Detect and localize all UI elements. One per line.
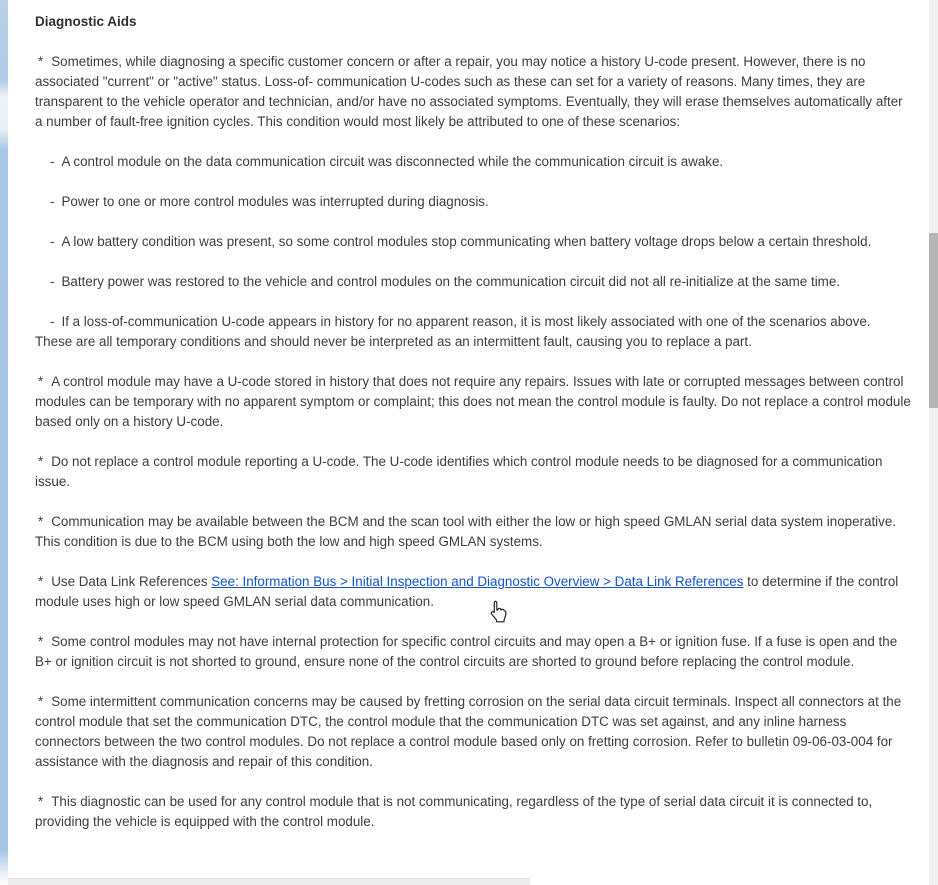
vertical-scrollbar-track[interactable] bbox=[929, 0, 938, 885]
bullet-marker: * bbox=[38, 454, 44, 469]
bullet-text: Some intermittent communication concerns may be caused by fretting corrosion on the serial data circuit terminals. Inspect all connectors at the control module that set the communication DTC, the control module that the communication DTC was set against, and any inline harness connectors between the two control modules. Do not replace a control module based only on fretting corrosion. Refer to bulletin 09-06-03-004 for assistance with the diagnosis and repair of this condition. bbox=[35, 694, 902, 769]
sub-bullet-item bbox=[35, 152, 911, 172]
bullet-item bbox=[35, 52, 911, 132]
dash-marker: - bbox=[50, 154, 55, 169]
dash-marker: - bbox=[50, 274, 55, 289]
bullet-text: Some control modules may not have internal protection for specific control circuits and may open a B+ or ignition fuse. If a fuse is open and the B+ or ignition circuit is not shorted to ground, ensure none of the control circuits are shorted to ground before replacing the control module. bbox=[35, 634, 898, 669]
bullet-text: Do not replace a control module reporting a U-code. The U-code identifies which control module needs to be diagnosed for a communication issue. bbox=[35, 454, 883, 489]
bullet-text: A control module may have a U-code stored in history that does not require any repairs. Issues with late or corrupted messages between control modules can be temporary with no apparent symptom or complaint; this does not mean the control module is faulty. Do not replace a control module based only on a history U-code. bbox=[35, 374, 911, 429]
section-heading: Diagnostic Aids bbox=[35, 14, 137, 29]
bullet-item bbox=[35, 452, 911, 492]
sub-bullet-text: If a loss-of-communication U-code appears in history for no apparent reason, it is most likely associated with one of the scenarios above. These are all temporary conditions and should never be interpreted as an intermittent fault, causing you to replace a part. bbox=[35, 314, 871, 349]
bullet-text: This diagnostic can be used for any control module that is not communicating, regardless of the type of serial data circuit it is connected to, providing the vehicle is equipped with the control module. bbox=[35, 794, 873, 829]
sub-bullet-item bbox=[35, 272, 911, 292]
sub-bullet-item bbox=[35, 232, 911, 252]
bullet-text-post: to determine if the control module uses high or low speed GMLAN serial data communication. bbox=[35, 574, 899, 609]
page-background-strip bbox=[0, 0, 8, 885]
dash-marker: - bbox=[50, 234, 55, 249]
bullet-marker: * bbox=[38, 514, 44, 529]
sub-bullet-text: Power to one or more control modules was interrupted during diagnosis. bbox=[61, 194, 489, 209]
dash-marker: - bbox=[50, 194, 55, 209]
bullet-marker: * bbox=[38, 794, 44, 809]
sub-bullet-item bbox=[35, 192, 911, 212]
bullet-text: Sometimes, while diagnosing a specific customer concern or after a repair, you may notice a history U-code present. However, there is no associated "current" or "active" status. Loss-of- communication U-codes such as these can set for a variety of reasons. Many times, they are transparent to the vehicle operator and technician, and/or have no associated symptoms. Eventually, they will erase themselves automatically after a number of fault-free ignition cycles. This condition would most likely be attributed to one of these scenarios: bbox=[35, 54, 903, 129]
sub-bullet-text: A control module on the data communication circuit was disconnected while the communication circuit is awake. bbox=[61, 154, 724, 169]
bullet-marker: * bbox=[38, 374, 44, 389]
bullet-marker: * bbox=[38, 574, 44, 589]
dash-marker: - bbox=[50, 314, 55, 329]
vertical-scrollbar-thumb[interactable] bbox=[929, 233, 938, 408]
sub-bullet-item bbox=[35, 312, 911, 352]
bullet-item bbox=[35, 512, 911, 552]
bullet-marker: * bbox=[38, 54, 44, 69]
bullet-item bbox=[35, 692, 911, 772]
sub-bullet-text: A low battery condition was present, so some control modules stop communicating when battery voltage drops below a certain threshold. bbox=[61, 234, 872, 249]
bullet-text: Communication may be available between the BCM and the scan tool with either the low or high speed GMLAN serial data system inoperative. This condition is due to the BCM using both the low and high speed GMLAN systems. bbox=[35, 514, 897, 549]
bullet-item bbox=[35, 632, 911, 672]
bullet-item-with-link bbox=[35, 572, 911, 612]
bullet-text-pre: Use Data Link References bbox=[51, 574, 212, 589]
bullet-item bbox=[35, 372, 911, 432]
bullet-marker: * bbox=[38, 694, 44, 709]
bottom-cropped-element bbox=[8, 878, 530, 885]
bullet-marker: * bbox=[38, 634, 44, 649]
sub-bullet-text: Battery power was restored to the vehicle and control modules on the communication circuit did not all re-initialize at the same time. bbox=[61, 274, 840, 289]
document-content-area bbox=[8, 0, 929, 885]
bullet-item bbox=[35, 792, 911, 832]
data-link-references-link[interactable]: See: Information Bus > Initial Inspection and Diagnostic Overview > Data Link References bbox=[211, 574, 744, 589]
